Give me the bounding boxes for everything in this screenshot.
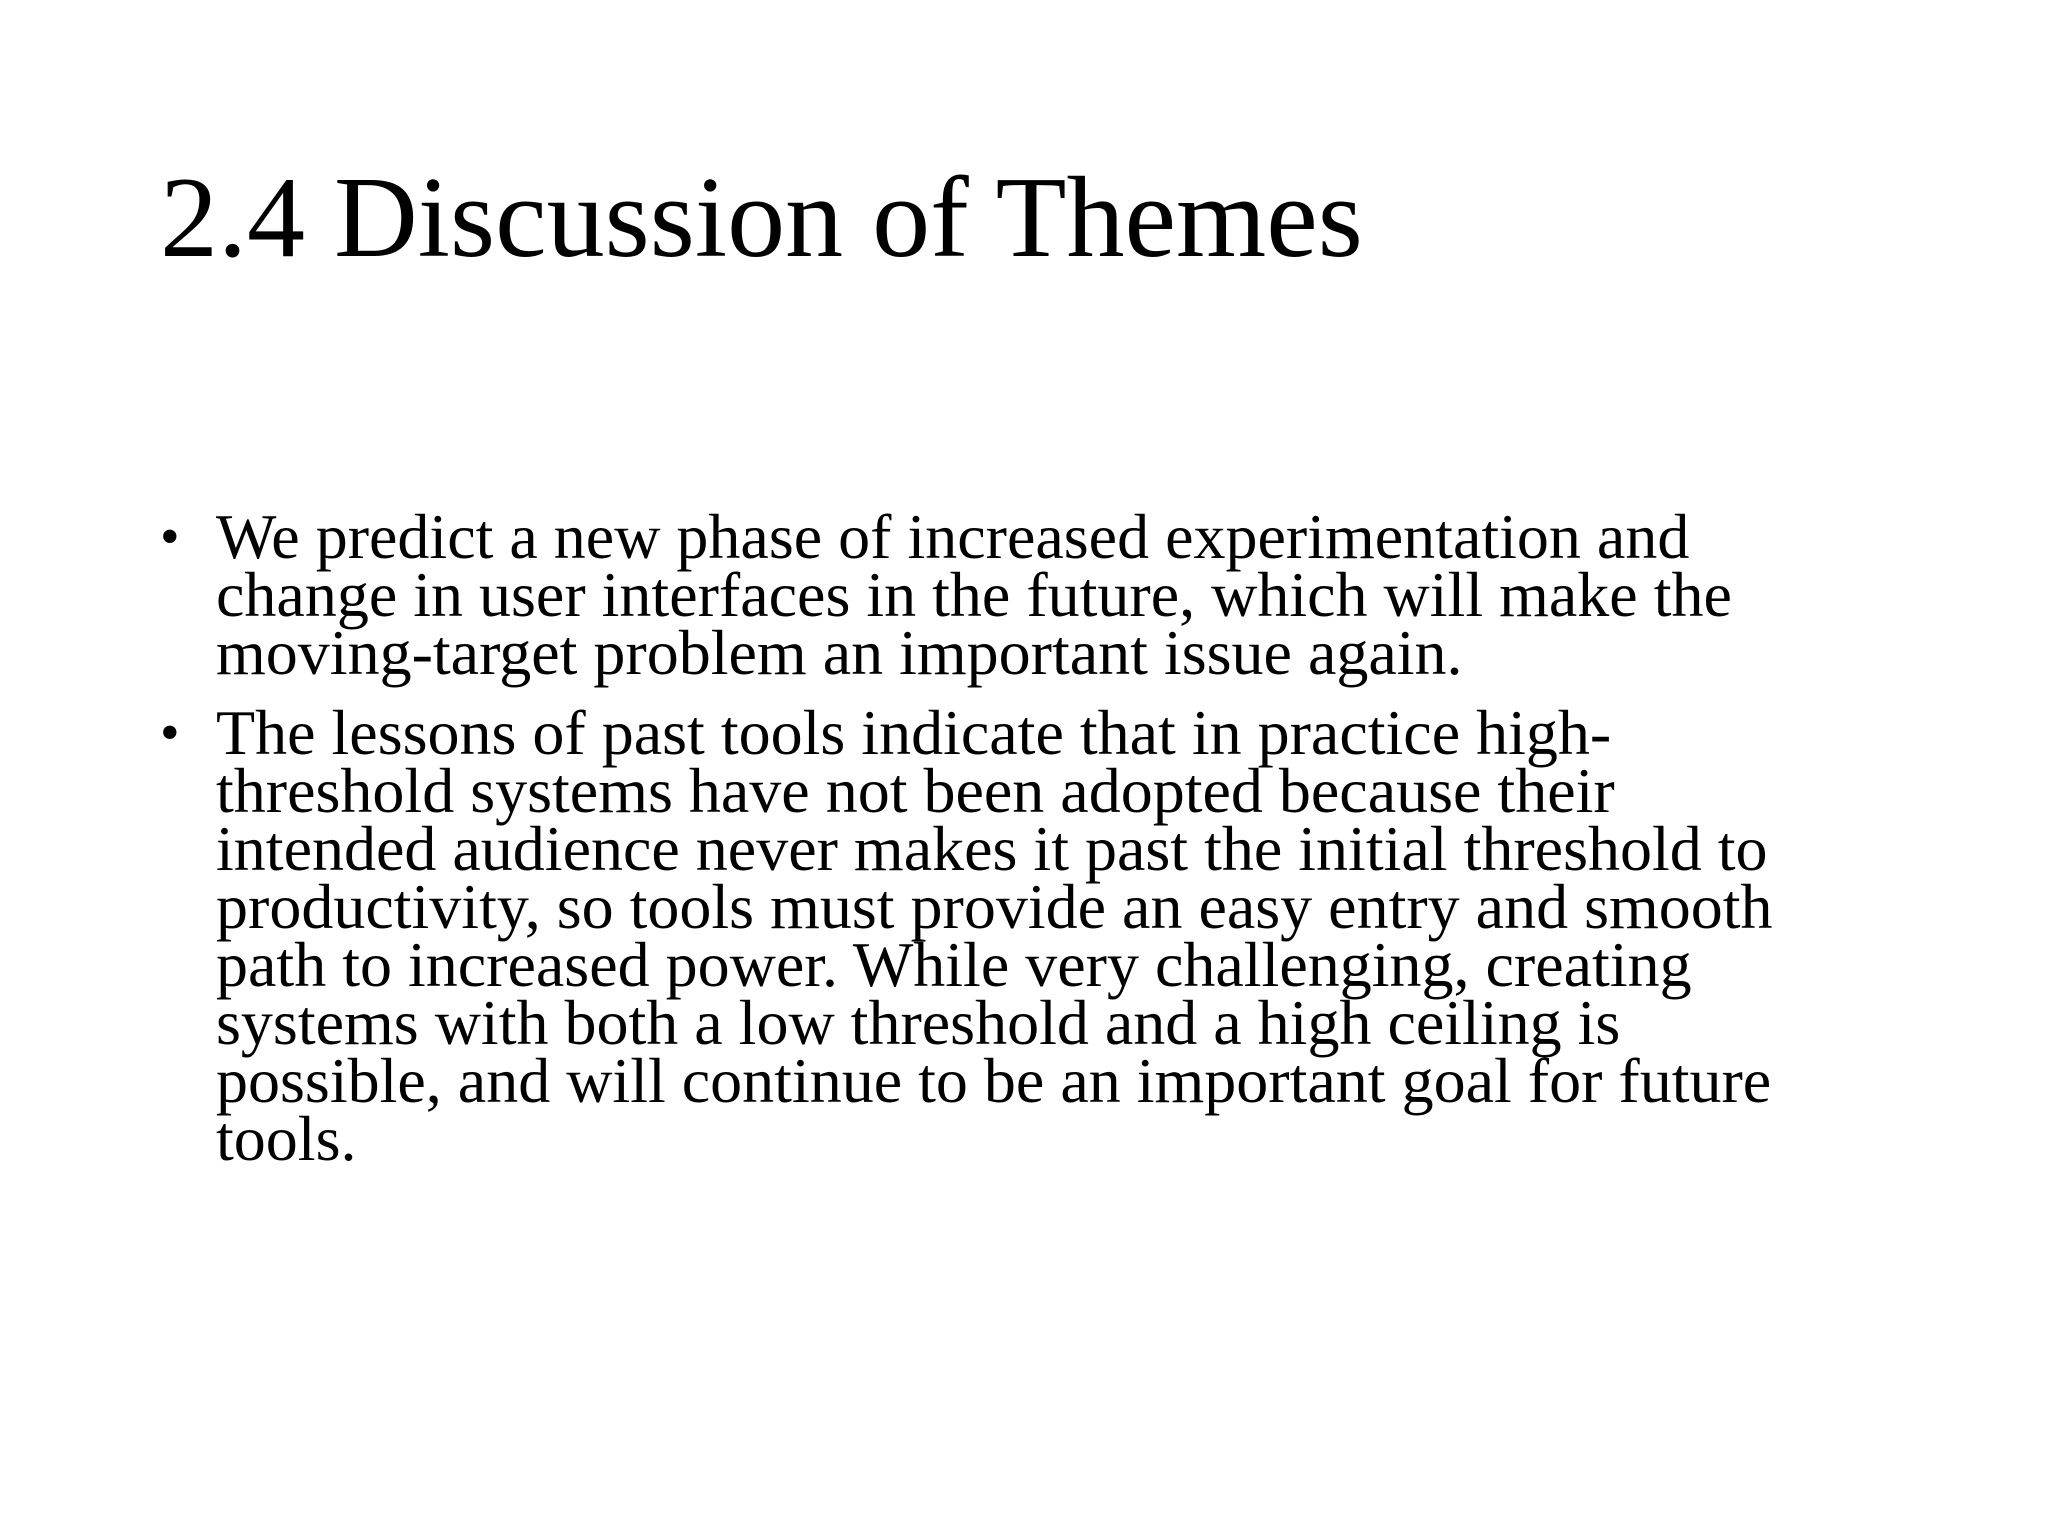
bullet-item xyxy=(160,501,1900,688)
slide-title: 2.4 Discussion of Themes xyxy=(160,154,1363,282)
bullet-marker: • xyxy=(160,506,180,568)
bullet-text: We predict a new phase of increased experimentation and change in user interfaces in the future, which will make the moving-target problem an important issue again. xyxy=(216,501,1732,688)
bullet-marker: • xyxy=(160,702,180,764)
bullet-item xyxy=(160,697,1900,1174)
bullet-text: The lessons of past tools indicate that in practice high- threshold systems have not been adopted because their intended audience never makes it past the initial threshold to productivity, so tools must provide an easy entry and smooth path to increased power. While very challenging, creating systems with both a low threshold and a high ceiling is possible, and will continue to be an important goal for future tools. xyxy=(216,697,1773,1174)
bullet-list xyxy=(160,501,1900,1190)
